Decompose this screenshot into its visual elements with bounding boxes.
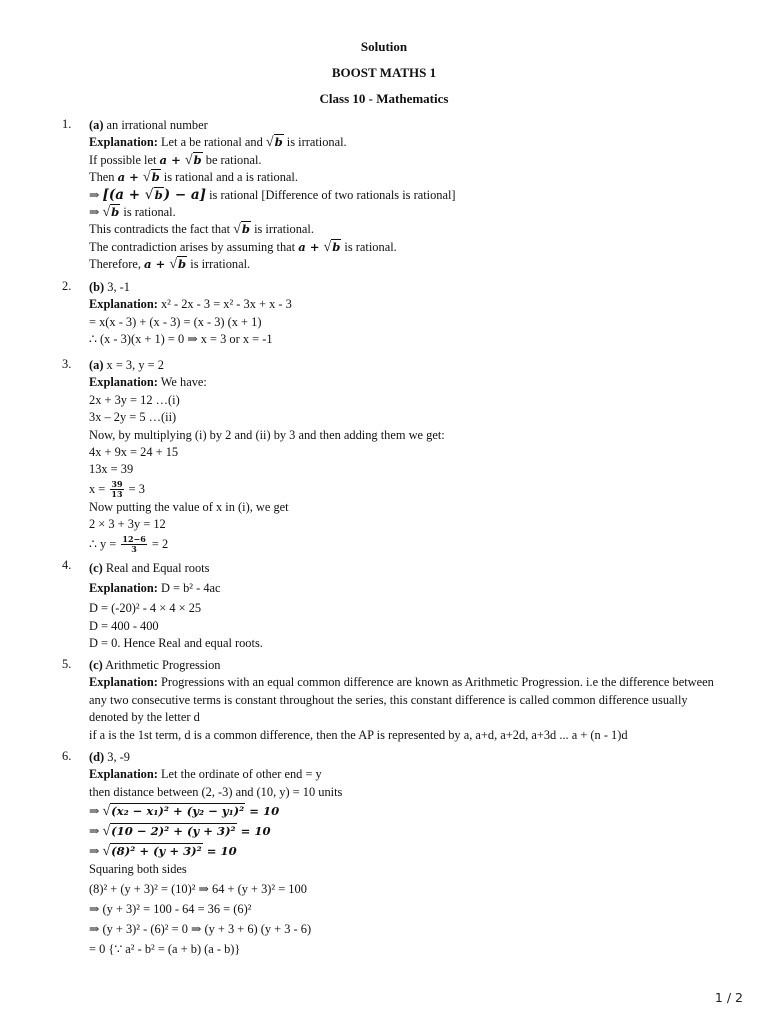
explanation-text: is irrational. (283, 135, 347, 150)
explanation-text: Let a be rational and (157, 135, 266, 150)
explanation-text: then distance between (2, -3) and (10, y) = 10 units (89, 784, 343, 799)
answer-text: Arithmetic Progression (102, 658, 221, 672)
a-plus-sqrt-b-formula: a + (159, 152, 185, 167)
sqrt-b-formula: √b (265, 135, 283, 151)
title-class: Class 10 - Mathematics (319, 91, 449, 106)
radicand: (x₂ − x₁)² + (y₂ − y₁)² (111, 804, 245, 819)
explanation-text: D = (-20)² - 4 × 4 × 25 (89, 601, 202, 615)
explanation-text: D = b² - 4ac (157, 581, 221, 595)
sqrt-b-formula: √b (169, 257, 187, 273)
radicand: (8)² + (y + 3)² (111, 844, 202, 859)
answer-text: x = 3, y = 2 (103, 358, 164, 372)
explanation-text: ∴ y = (89, 536, 120, 551)
answer-option: (c) (89, 561, 103, 575)
question-number: 6. (62, 749, 72, 763)
explanation-text: ⇒ (89, 844, 103, 859)
title-book: BOOST MATHS 1 (331, 65, 437, 80)
sqrt-b-formula: √b (102, 204, 120, 220)
equation-ii: 3x – 2y = 5 …(ii) (89, 410, 177, 425)
answer-text: 3, -1 (104, 280, 130, 294)
explanation-text: = 0 {∵ a² - b² = (a + b) (a - b)} (89, 941, 241, 956)
explanation-text: We have: (157, 375, 207, 390)
explanation-label: Explanation: (89, 135, 158, 150)
explanation-text: x² - 2x - 3 = x² - 3x + x - 3 (157, 297, 292, 312)
explanation-text: ⇒ (89, 824, 103, 839)
explanation-text: D = 0. Hence Real and equal roots. (89, 636, 263, 651)
fraction-numerator: 12−6 (122, 534, 146, 545)
answer-text: 3, -9 (104, 750, 130, 764)
sqrt-b-formula: √b (233, 222, 250, 238)
explanation-text: if a is the 1st term, d is a common difference, then the AP is represented by a, a+d, a+2d, a+3d ... a + (n - 1)d (89, 727, 628, 742)
explanation-text: Squaring both sides (89, 862, 187, 877)
page-indicator: 1 / 2 (714, 990, 743, 1005)
fraction-denominator: 3 (131, 544, 137, 555)
explanation-text: is rational. (341, 239, 397, 254)
title-solution: Solution (360, 39, 408, 54)
explanation-text: is rational [Difference of two rationals is rational] (205, 187, 456, 202)
answer-option: (a) (89, 118, 104, 132)
explanation-text: is irrational. (250, 222, 314, 237)
distance-formula: √(8)² + (y + 3)² (102, 844, 202, 860)
answer-text: an irrational number (103, 118, 208, 132)
sqrt-b-formula: √b (184, 152, 202, 168)
answer-text: Real and Equal roots (102, 561, 210, 575)
fraction-denominator: 13 (111, 489, 123, 500)
explanation-text: = x(x - 3) + (x - 3) = (x - 3) (x + 1) (89, 314, 262, 329)
a-plus-sqrt-b-formula: a + (117, 170, 143, 185)
question-number: 1. (62, 117, 72, 131)
explanation-text: ⇒ (89, 204, 103, 219)
equation-i: 2x + 3y = 12 …(i) (89, 392, 180, 407)
a-plus-sqrt-b-formula: a + (144, 257, 170, 272)
explanation-text: Therefore, (89, 257, 145, 272)
explanation-text: = 3 (125, 481, 145, 496)
sqrt-b-formula: √b (323, 239, 341, 255)
explanation-text: Let the ordinate of other end = y (157, 767, 322, 782)
explanation-text: ⇒ (89, 187, 103, 202)
question-number: 5. (62, 657, 72, 671)
explanation-text: is rational. (120, 204, 176, 219)
explanation-text: x = (89, 481, 109, 496)
explanation-label: Explanation: (89, 767, 158, 782)
distance-formula: √(x₂ − x₁)² + (y₂ − y₁)² (102, 804, 245, 820)
explanation-text: be rational. (202, 152, 262, 167)
explanation-text: Progressions with an equal common difference are known as Arithmetic Progression. i.e the difference between any two consecutive terms is constant throughout the series, this constant difference is called common difference usually denoted by the letter d (89, 675, 714, 725)
sqrt-b-formula: √b (142, 170, 160, 186)
explanation-text: 4x + 9x = 24 + 15 (89, 444, 179, 459)
explanation-text: (8)² + (y + 3)² = (10)² ⇒ 64 + (y + 3)² = 100 (89, 881, 307, 896)
answer-option: (b) (89, 280, 105, 294)
explanation-text: = 10 (236, 824, 271, 839)
explanation-label: Explanation: (89, 581, 158, 595)
explanation-text: Then (89, 170, 118, 185)
explanation-label: Explanation: (89, 375, 158, 390)
answer-option: (a) (89, 358, 104, 372)
explanation-text: is rational and a is rational. (160, 170, 298, 185)
explanation-text: = 2 (148, 536, 169, 551)
answer-option: (d) (89, 750, 105, 764)
fraction-numerator: 39 (111, 479, 123, 490)
explanation-text: Now putting the value of x in (i), we get (89, 499, 289, 514)
question-number: 3. (62, 357, 72, 371)
distance-formula: √(10 − 2)² + (y + 3)² (102, 824, 236, 840)
explanation-text: Now, by multiplying (i) by 2 and (ii) by 3 and then adding them we get: (89, 427, 445, 442)
explanation-text: This contradicts the fact that (89, 222, 234, 237)
explanation-text: The contradiction arises by assuming that (89, 239, 299, 254)
explanation-label: Explanation: (89, 297, 158, 312)
explanation-text: ⇒ (89, 804, 103, 819)
difference-formula: [(a + √b) − a] (102, 186, 206, 203)
explanation-text: ⇒ (y + 3)² - (6)² = 0 ⇒ (y + 3 + 6) (y + 3 - 6) (89, 921, 312, 936)
fraction (121, 535, 146, 554)
radicand: (10 − 2)² + (y + 3)² (111, 824, 236, 839)
explanation-text: = 10 (202, 844, 237, 859)
fraction (110, 480, 123, 499)
question-number: 4. (62, 558, 72, 572)
answer-option: (c) (89, 658, 103, 672)
explanation-text: 2 × 3 + 3y = 12 (89, 517, 166, 532)
explanation-text: = 10 (245, 804, 280, 819)
explanation-text: If possible let (89, 152, 160, 167)
explanation-text: 13x = 39 (89, 462, 134, 477)
explanation-text: ∴ (x - 3)(x + 1) = 0 ⇒ x = 3 or x = -1 (89, 332, 273, 347)
explanation-label: Explanation: (89, 675, 158, 690)
explanation-text: ⇒ (y + 3)² = 100 - 64 = 36 = (6)² (89, 901, 252, 916)
a-plus-sqrt-b-formula: a + (298, 239, 324, 254)
question-number: 2. (62, 279, 72, 293)
explanation-text: is irrational. (187, 257, 251, 272)
explanation-text: D = 400 - 400 (89, 619, 159, 633)
